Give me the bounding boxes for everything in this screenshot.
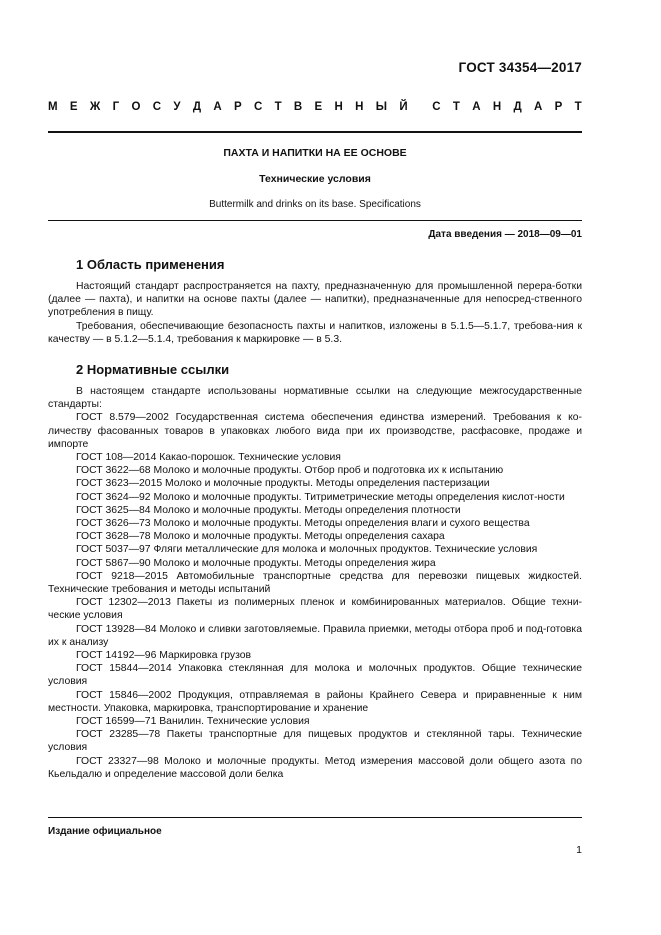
banner-letter: Т — [274, 101, 282, 113]
reference-item: ГОСТ 3626—73 Молоко и молочные продукты. Методы определения влаги и сухого вещества — [76, 518, 530, 530]
document-title: ПАХТА И НАПИТКИ НА ЕЕ ОСНОВЕ — [223, 147, 407, 159]
banner-letter: Е — [314, 101, 323, 113]
reference-item: ГОСТ 5037—97 Фляги металлические для молока и молочных продуктов. Технические условия — [76, 544, 538, 556]
reference-item: ГОСТ 3628—78 Молоко и молочные продукты. Методы определения сахара — [76, 531, 445, 543]
banner-letter: У — [173, 101, 181, 113]
gost-code: ГОСТ 34354—2017 — [458, 60, 582, 75]
reference-item: ГОСТ 16599—71 Ванилин. Технические условия — [76, 716, 310, 728]
document-title-english: Buttermilk and drinks on its base. Specifications — [209, 199, 421, 210]
reference-item: ГОСТ 12302—2013 Пакеты из полимерных пленок и комбинированных материалов. Общие техни-ческие условия — [48, 597, 582, 622]
banner-letter: Т — [452, 101, 460, 113]
banner-letter: А — [533, 101, 543, 113]
reference-item: ГОСТ 3622—68 Молоко и молочные продукты. Отбор проб и подготовка их к испытанию — [76, 465, 504, 477]
banner-letter: О — [131, 101, 141, 113]
banner-letter: А — [472, 101, 481, 113]
banner-letter: Н — [334, 101, 343, 113]
banner-letter: С — [432, 101, 441, 113]
banner-letter: Ы — [375, 101, 388, 113]
reference-item: ГОСТ 8.579—2002 Государственная система обеспечения единства измерений. Требования к ко-личеству фасованных товаров в упаковках любого вида при их производстве, расфасовке, продаже и импорте — [48, 412, 582, 450]
banner-letter: В — [293, 101, 303, 113]
banner-letter: Ж — [89, 101, 101, 113]
banner-letter: Д — [513, 101, 522, 113]
banner-letter: Р — [554, 101, 563, 113]
banner-letter: С — [253, 101, 263, 113]
banner-letter: М — [48, 101, 58, 113]
page-number: 1 — [576, 844, 582, 856]
interstate-standard-banner — [48, 101, 582, 113]
document-subtitle: Технические условия — [259, 173, 371, 185]
section-1-body — [48, 280, 582, 346]
reference-item: ГОСТ 23327—98 Молоко и молочные продукты. Метод измерения массовой доли общего азота по Кьельдалю и определение массовой доли белка — [48, 755, 582, 780]
banner-letter: Д — [192, 101, 202, 113]
reference-item: ГОСТ 13928—84 Молоко и сливки заготовляемые. Правила приемки, методы отбора проб и под-готовка их к анализу — [48, 623, 582, 648]
reference-item: ГОСТ 3623—2015 Молоко и молочные продукты. Методы определения пастеризации — [76, 478, 490, 490]
banner-letter: Т — [574, 101, 582, 113]
paragraph: Настоящий стандарт распространяется на пахту, предназначенную для промышленной перера-ботки (далее — пахта), и напитки на основе пахты (далее — напитки), предназначенные для непосред-ственного употребления в пищу. — [48, 281, 582, 319]
banner-letter: С — [152, 101, 162, 113]
reference-item: ГОСТ 5867—90 Молоко и молочные продукты. Методы определения жира — [76, 557, 436, 569]
reference-item: ГОСТ 108—2014 Какао-порошок. Технические условия — [76, 452, 341, 464]
official-edition-note: Издание официальное — [48, 826, 162, 837]
banner-letter: Е — [69, 101, 78, 113]
references-list — [48, 385, 582, 781]
header-divider — [48, 131, 582, 133]
reference-item: ГОСТ 15846—2002 Продукция, отправляемая в районы Крайнего Севера и приравненные к ним местности. Упаковка, маркировка, транспортирование и хранение — [48, 689, 582, 714]
banner-letter: Й — [399, 101, 408, 113]
paragraph: Требования, обеспечивающие безопасность пахты и напитков, изложены в 5.1.5—5.1.7, требова-ния к качеству — в 5.1.2—5.1.4, требования к маркировке — в 5.3. — [48, 320, 582, 345]
banner-letter: Н — [492, 101, 502, 113]
footer-divider — [48, 817, 582, 818]
section-2-heading: 2 Нормативные ссылки — [76, 362, 230, 377]
banner-letter: Р — [233, 101, 242, 113]
reference-item: ГОСТ 14192—96 Маркировка грузов — [76, 650, 252, 662]
reference-item: ГОСТ 23285—78 Пакеты транспортные для пищевых продуктов и стеклянной тары. Технические условия — [48, 729, 582, 754]
section-1-heading: 1 Область применения — [76, 257, 225, 272]
reference-item: ГОСТ 3624—92 Молоко и молочные продукты. Титриметрические методы определения кислот-ности — [76, 491, 565, 503]
reference-item: ГОСТ 15844—2014 Упаковка стеклянная для молока и молочных продуктов. Общие технические условия — [48, 663, 582, 688]
reference-item: ГОСТ 3625—84 Молоко и молочные продукты. Методы определения плотности — [76, 504, 461, 516]
banner-letter: А — [213, 101, 222, 113]
reference-item: ГОСТ 9218—2015 Автомобильные транспортные средства для перевозки пищевых жидкостей. Технические требования и методы испытаний — [48, 570, 582, 596]
introduction-date: Дата введения — 2018—09—01 — [428, 229, 582, 240]
banner-letter: Н — [355, 101, 364, 113]
banner-letter: Г — [112, 101, 120, 113]
reference-intro: В настоящем стандарте использованы нормативные ссылки на следующие межгосударственные стандарты: — [48, 386, 582, 411]
title-divider — [48, 220, 582, 221]
